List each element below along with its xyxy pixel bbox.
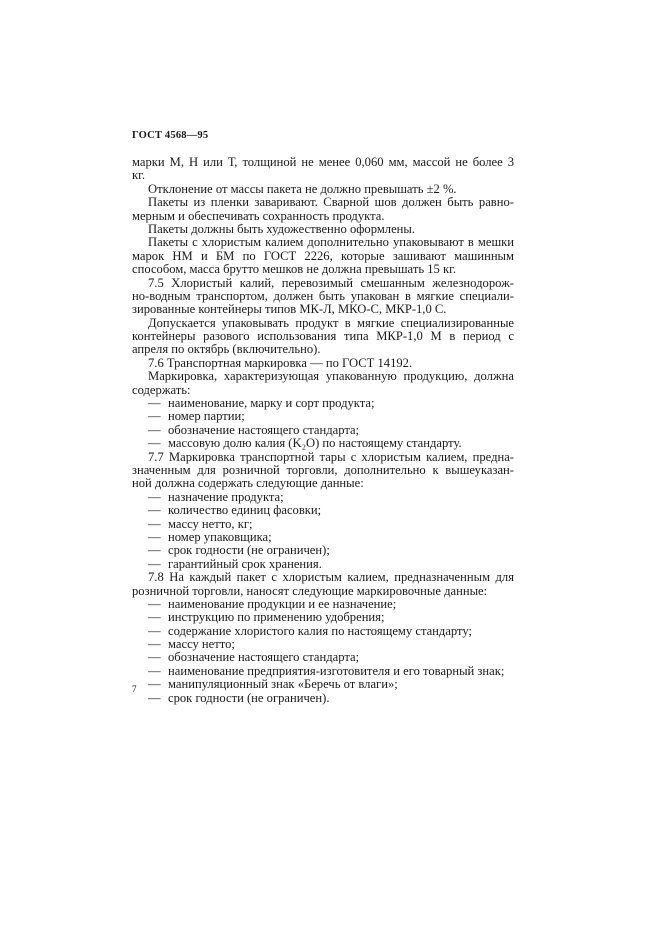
document-header: ГОСТ 4568—95 <box>132 130 209 141</box>
text-line: мерным и обеспечивать сохранность продукта. <box>132 208 385 223</box>
list-item <box>132 544 514 557</box>
list-item-text: обозначение настоящего стандарта; <box>168 650 360 665</box>
text-line: контейнеры разового использования типа МКР-1,0 М в период с <box>132 329 514 344</box>
text-line: Допускается упаковывать продукт в мягкие специализированные <box>148 315 514 330</box>
text-line: Пакеты должны быть художественно оформлены. <box>148 221 416 236</box>
list-item <box>132 598 514 611</box>
dash-bullet: — <box>148 677 161 692</box>
text-line: марки М, Н или Т, толщиной не менее 0,060 мм, массой не более 3 <box>132 155 514 169</box>
dash-bullet: — <box>148 556 161 571</box>
list-item <box>132 518 514 531</box>
text-line: значенным для розничной торговли, дополнительно к вышеуказан- <box>132 462 514 477</box>
text-line: апреля по октябрь (включительно). <box>132 342 321 357</box>
dash-bullet: — <box>148 596 161 611</box>
dash-bullet: — <box>148 422 161 437</box>
text-line: содержать: <box>132 382 191 397</box>
text-line: кг. <box>132 168 146 183</box>
text-line: 7.7 Маркировка транспортной тары с хлористым калием, предна- <box>148 449 514 464</box>
list-item-text: массу нетто; <box>168 637 235 652</box>
dash-bullet: — <box>148 396 161 411</box>
list-item-text: содержание хлористого калия по настоящему стандарту; <box>168 623 473 638</box>
dash-bullet: — <box>148 543 161 558</box>
dash-bullet: — <box>148 623 161 638</box>
list-item <box>132 491 514 504</box>
dash-bullet: — <box>148 637 161 652</box>
list-item <box>132 651 514 664</box>
list-item <box>132 625 514 638</box>
list-item-text: номер партии; <box>168 409 245 424</box>
list-item <box>132 504 514 517</box>
text-line: Пакеты из пленки заваривают. Сварной шов должен быть равно- <box>148 195 514 210</box>
list-item-text: гарантийный срок хранения. <box>168 556 322 571</box>
text-line: Пакеты с хлористым калием дополнительно упаковывают в мешки <box>148 235 514 250</box>
list-item <box>132 437 514 450</box>
list-item <box>132 692 514 705</box>
dash-bullet: — <box>148 436 161 451</box>
dash-bullet: — <box>148 663 161 678</box>
list-item-text: количество единиц фасовки; <box>168 503 322 518</box>
list-item-text: срок годности (не ограничен); <box>168 543 330 558</box>
list-item <box>132 665 514 678</box>
text-line: марок НМ и БМ по ГОСТ 2226, которые зашивают машинным <box>132 248 514 263</box>
list-item-text: срок годности (не ограничен). <box>168 690 330 705</box>
list-item-text: манипуляционный знак «Беречь от влаги»; <box>168 677 398 692</box>
list-item-text: массовую долю калия (K₂O) по настоящему стандарту. <box>168 436 462 451</box>
dash-bullet: — <box>148 690 161 705</box>
list-item <box>132 558 514 571</box>
text-line: Отклонение от массы пакета не должно превышать ±2 %. <box>148 181 457 196</box>
text-line: зированные контейнеры типов МК-Л, МКО-С, МКР-1,0 С. <box>132 302 447 317</box>
list-item-text: назначение продукта; <box>168 489 284 504</box>
list-item <box>132 678 514 691</box>
text-line: 7.5 Хлористый калий, перевозимый смешанным железнодорож- <box>148 275 514 290</box>
text-line: 7.8 На каждый пакет с хлористым калием, предназначенным для <box>148 570 514 585</box>
document-body <box>132 156 514 705</box>
list-item-text: наименование продукции и ее назначение; <box>168 596 397 611</box>
dash-bullet: — <box>148 503 161 518</box>
dash-bullet: — <box>148 650 161 665</box>
dash-bullet: — <box>148 409 161 424</box>
list-item <box>132 397 514 410</box>
list-item <box>132 410 514 423</box>
text-line: Маркировка, характеризующая упакованную продукцию, должна <box>148 369 514 384</box>
dash-bullet: — <box>148 489 161 504</box>
list-item-text: инструкцию по применению удобрения; <box>168 610 385 625</box>
text-line: розничной торговли, наносят следующие маркировочные данные: <box>132 583 488 598</box>
page-number: 7 <box>132 684 137 694</box>
text-line: но-водным транспортом, должен быть упакован в мягкие специали- <box>132 288 514 303</box>
text-line: способом, масса брутто мешков не должна превышать 15 кг. <box>132 262 456 277</box>
dash-bullet: — <box>148 610 161 625</box>
text-line: 7.6 Транспортная маркировка — по ГОСТ 14192. <box>148 355 413 370</box>
list-item-text: наименование предприятия-изготовителя и его товарный знак; <box>168 663 505 678</box>
list-item <box>132 611 514 624</box>
list-item <box>132 638 514 651</box>
dash-bullet: — <box>148 529 161 544</box>
list-item <box>132 424 514 437</box>
list-item-text: наименование, марку и сорт продукта; <box>168 396 375 411</box>
dash-bullet: — <box>148 516 161 531</box>
list-item-text: номер упаковщика; <box>168 529 272 544</box>
list-item <box>132 531 514 544</box>
list-item-text: массу нетто, кг; <box>168 516 253 531</box>
list-item-text: обозначение настоящего стандарта; <box>168 422 360 437</box>
text-line: ной должна содержать следующие данные: <box>132 476 364 491</box>
